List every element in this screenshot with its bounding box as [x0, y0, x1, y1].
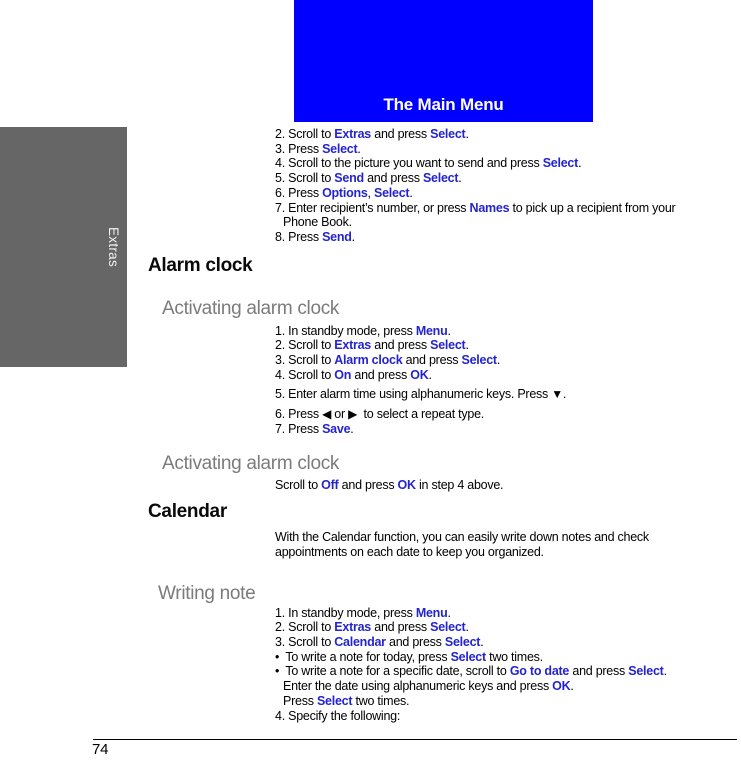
softkey-label: Select — [322, 141, 358, 156]
softkey-label: Alarm clock — [334, 353, 403, 368]
text-run: 4. Scroll to — [275, 367, 335, 382]
softkey-label: Menu — [415, 605, 448, 620]
softkey-label: OK — [552, 679, 571, 694]
deactivating-alarm-note — [275, 478, 741, 493]
text-run: 6. Press — [275, 407, 323, 422]
arrow-key-icon: ◀ — [322, 407, 332, 422]
text-run: and press — [402, 353, 462, 368]
softkey-label: On — [334, 367, 352, 382]
text-line — [275, 353, 741, 368]
text-run: appointments on each date to keep you organized. — [275, 544, 544, 559]
text-run: 8. Press — [275, 229, 323, 244]
text-run: • To write a note for a specific date, scroll to — [275, 664, 510, 679]
softkey-label: Calendar — [334, 635, 386, 650]
softkey-label: Send — [334, 171, 364, 186]
text-run: and press — [569, 664, 629, 679]
text-run: . — [663, 664, 667, 679]
softkey-label: Names — [469, 200, 510, 215]
footer-rule — [93, 739, 737, 740]
text-line — [275, 422, 741, 437]
text-run: 2. Scroll to — [275, 338, 335, 353]
page-number: 74 — [92, 741, 109, 758]
text-run: Scroll to — [275, 477, 322, 492]
text-run: or — [331, 407, 349, 422]
text-line — [275, 664, 741, 679]
subsection-heading: Activating alarm clock — [162, 452, 340, 474]
text-line — [275, 338, 741, 353]
text-run: 2. Scroll to — [275, 620, 335, 635]
text-run: 4. Scroll to the picture you want to send and press — [275, 156, 543, 171]
subsection-heading: Writing note — [158, 582, 256, 604]
softkey-label: Select — [374, 185, 410, 200]
text-run: . — [465, 338, 469, 353]
text-line — [275, 171, 741, 186]
text-run: . — [447, 605, 451, 620]
softkey-label: Select — [430, 620, 466, 635]
calendar-intro — [275, 530, 741, 559]
text-run: and press — [371, 127, 431, 141]
text-line — [275, 530, 741, 545]
text-run: and press — [338, 477, 398, 492]
text-run: 7. Press — [275, 421, 323, 436]
text-run: and press — [385, 635, 445, 650]
text-run: . — [357, 141, 361, 156]
softkey-label: Off — [321, 477, 339, 492]
text-run: . — [562, 387, 567, 402]
text-line — [283, 679, 741, 694]
text-run: . — [428, 367, 432, 382]
text-line — [275, 324, 741, 339]
softkey-label: Select — [444, 635, 481, 650]
text-run: . — [409, 185, 413, 200]
activating-alarm-steps — [275, 324, 741, 437]
text-run: 3. Scroll to — [275, 635, 335, 650]
softkey-label: Extras — [334, 338, 372, 353]
text-run: and press — [371, 338, 431, 353]
text-run: , — [367, 185, 374, 200]
text-run: . — [351, 229, 355, 244]
arrow-key-icon: ▼ — [551, 387, 563, 402]
text-run: 1. In standby mode, press — [275, 605, 416, 620]
text-run: With the Calendar function, you can easily write down notes and check — [275, 530, 649, 545]
softkey-label: Options — [322, 185, 368, 200]
text-run: 3. Press — [275, 141, 323, 156]
text-line — [275, 230, 741, 245]
softkey-label: Select — [461, 353, 497, 368]
text-line — [275, 368, 741, 383]
softkey-label: Extras — [334, 127, 372, 141]
text-run: 4. Specify the following: — [275, 708, 401, 723]
section-tab-label: Extras — [106, 226, 121, 268]
softkey-label: Select — [430, 127, 466, 141]
text-line — [275, 478, 741, 493]
text-run: 5. Enter alarm time using alphanumeric keys. Press — [275, 387, 552, 402]
softkey-label: Select — [450, 649, 486, 664]
text-run: . — [570, 679, 574, 694]
softkey-label: Extras — [334, 620, 372, 635]
text-run: 5. Scroll to — [275, 171, 335, 186]
softkey-label: Select — [542, 156, 579, 171]
text-run: . — [465, 620, 469, 635]
text-run: . — [496, 353, 501, 368]
text-run: in step 4 above. — [415, 477, 504, 492]
text-line — [275, 127, 741, 142]
text-run: 7. Enter recipient’s number, or press — [275, 200, 470, 215]
text-run: . — [458, 171, 462, 186]
softkey-label: Send — [322, 229, 352, 244]
text-line — [283, 215, 741, 230]
softkey-label: Go to date — [509, 664, 570, 679]
text-run: to select a repeat type. — [357, 407, 485, 422]
softkey-label: Select — [316, 693, 353, 708]
section-heading: Calendar — [148, 501, 227, 523]
text-line — [283, 694, 741, 709]
text-line — [275, 709, 741, 724]
text-run: and press — [371, 620, 431, 635]
arrow-key-icon: ▶ — [348, 407, 358, 422]
text-line — [275, 387, 741, 402]
text-run: . — [447, 323, 451, 338]
softkey-label: Select — [430, 338, 466, 353]
text-line — [275, 156, 741, 171]
softkey-label: OK — [410, 367, 429, 382]
text-run: . — [480, 635, 484, 650]
text-line — [275, 620, 741, 635]
text-run: two times. — [485, 649, 543, 664]
text-run: Phone Book. — [283, 215, 352, 230]
subsection-heading: Activating alarm clock — [162, 297, 340, 319]
text-line — [275, 407, 741, 422]
text-run: and press — [363, 171, 423, 186]
softkey-label: OK — [397, 477, 416, 492]
text-run: . — [465, 127, 469, 141]
text-run: . — [350, 421, 354, 436]
text-line — [275, 201, 741, 216]
text-run: Enter the date using alphanumeric keys and press — [283, 679, 553, 694]
section-heading: Alarm clock — [148, 254, 253, 276]
softkey-label: Select — [628, 664, 664, 679]
picture-message-steps — [275, 127, 741, 245]
text-line — [275, 606, 741, 621]
text-run: 3. Scroll to — [275, 353, 335, 368]
softkey-label: Save — [322, 421, 351, 436]
text-run: 2. Scroll to — [275, 127, 335, 141]
text-run: two times. — [352, 693, 410, 708]
text-run: to pick up a recipient from your — [509, 200, 676, 215]
text-run: Press — [283, 693, 317, 708]
text-run: 1. In standby mode, press — [275, 323, 416, 338]
softkey-label: Select — [422, 171, 459, 186]
softkey-label: Menu — [415, 323, 448, 338]
header-title: The Main Menu — [383, 95, 504, 114]
text-line — [275, 142, 741, 157]
text-run: and press — [351, 367, 411, 382]
text-line — [275, 186, 741, 201]
text-line — [275, 635, 741, 650]
text-line — [275, 650, 741, 665]
text-line — [275, 545, 741, 560]
text-run: . — [578, 156, 582, 171]
text-run: 6. Press — [275, 185, 323, 200]
writing-note-steps — [275, 606, 741, 724]
text-run: • To write a note for today, press — [275, 649, 451, 664]
